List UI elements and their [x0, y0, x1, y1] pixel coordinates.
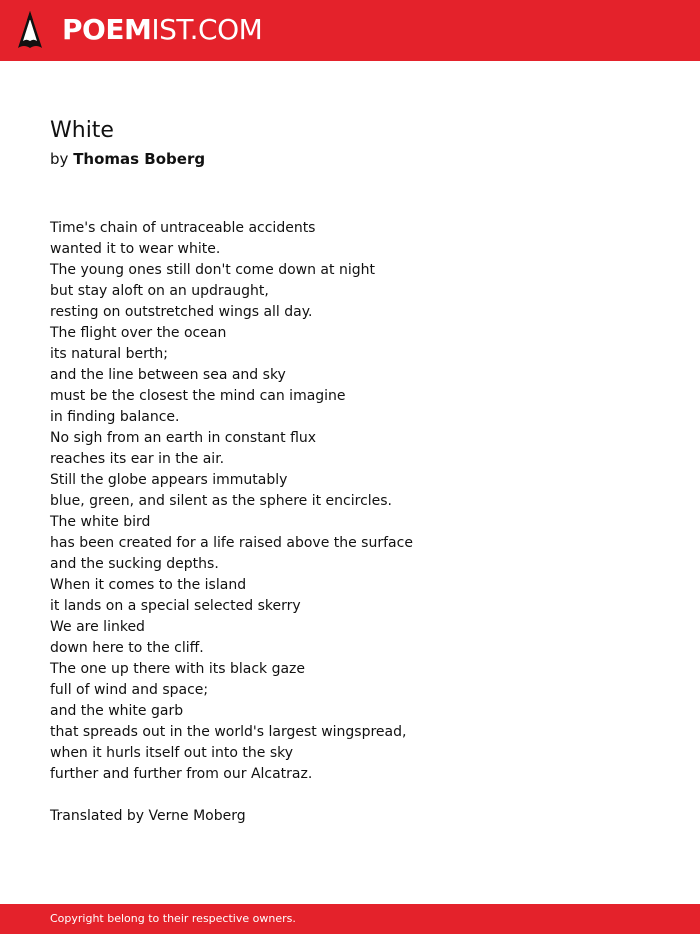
poem-line: in finding balance. — [50, 409, 180, 425]
site-header — [0, 0, 700, 61]
poem-line: reaches its ear in the air. — [50, 451, 225, 467]
poem-line: resting on outstretched wings all day. — [50, 304, 313, 320]
poem-line: and the white garb — [50, 703, 184, 719]
poem-line: and the line between sea and sky — [50, 367, 286, 383]
poem-line: The white bird — [50, 514, 151, 530]
poem-body — [50, 218, 650, 785]
poem-line: We are linked — [50, 619, 145, 635]
site-logo[interactable] — [62, 12, 262, 48]
poem-line: further and further from our Alcatraz. — [50, 766, 313, 782]
poem-line: Time's chain of untraceable accidents — [50, 220, 316, 236]
poem-line: it lands on a special selected skerry — [50, 598, 301, 614]
poem-line: blue, green, and silent as the sphere it encircles. — [50, 493, 393, 509]
poem-line: Still the globe appears immutably — [50, 472, 288, 488]
poem-line: must be the closest the mind can imagine — [50, 388, 346, 404]
poem-line: No sigh from an earth in constant flux — [50, 430, 317, 446]
poem-line: When it comes to the island — [50, 577, 247, 593]
poem-line: The flight over the ocean — [50, 325, 227, 341]
poem-line: down here to the cliff. — [50, 640, 204, 656]
poem-line: when it hurls itself out into the sky — [50, 745, 294, 761]
by-label: by — [50, 150, 69, 168]
translator-credit: Translated by Verne Moberg — [50, 808, 246, 824]
pencil-icon[interactable] — [17, 10, 43, 52]
byline — [50, 148, 205, 170]
poem-title: White — [50, 118, 114, 143]
poem-line: but stay aloft on an updraught, — [50, 283, 269, 299]
poem-line: full of wind and space; — [50, 682, 209, 698]
logo-bold-text: POEM — [62, 13, 152, 46]
site-footer — [0, 904, 700, 934]
poem-line: wanted it to wear white. — [50, 241, 221, 257]
author-name: Thomas Boberg — [73, 150, 206, 168]
poem-line: and the sucking depths. — [50, 556, 219, 572]
poem-line: The one up there with its black gaze — [50, 661, 306, 677]
logo-light-text: IST.COM — [151, 13, 263, 46]
poem-line: its natural berth; — [50, 346, 168, 362]
copyright-notice: Copyright belong to their respective owners. — [50, 912, 296, 925]
poem-line: The young ones still don't come down at night — [50, 262, 375, 278]
poem-line: has been created for a life raised above the surface — [50, 535, 413, 551]
poem-line: that spreads out in the world's largest wingspread, — [50, 724, 407, 740]
